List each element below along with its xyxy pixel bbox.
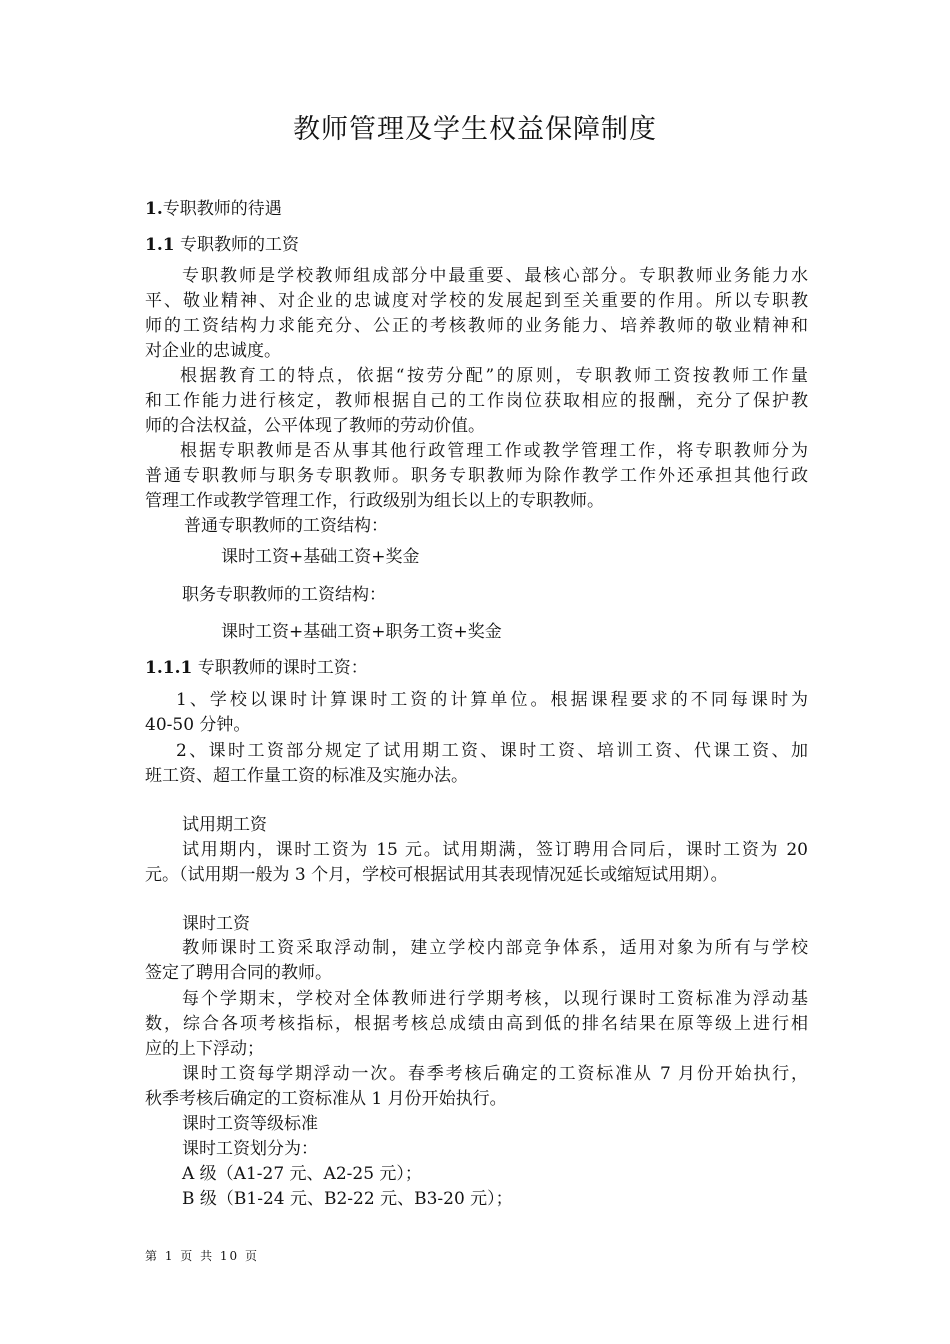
paragraph-line: 平、敬业精神、对企业的忠诚度对学校的发展起到至关重要的作用。所以专职教 bbox=[145, 291, 808, 311]
paragraph-line: 根据专职教师是否从事其他行政管理工作或教学管理工作，将专职教师分为 bbox=[180, 441, 808, 461]
list-item-line: 2、课时工资部分规定了试用期工资、课时工资、培训工资、代课工资、加 bbox=[176, 741, 808, 761]
paragraph-line: 师的工资结构力求能充分、公正的考核教师的业务能力、培养教师的敬业精神和 bbox=[145, 316, 808, 336]
paragraph-line: 对企业的忠诚度。 bbox=[145, 341, 281, 361]
grade-a-item: A 级（A1-27 元、A2-25 元）； bbox=[182, 1164, 422, 1184]
paragraph-line: 元。（试用期一般为 3 个月，学校可根据试用其表现情况延长或缩短试用期）。 bbox=[145, 865, 728, 885]
probation-heading: 试用期工资 bbox=[182, 815, 267, 835]
paragraph-line: 签定了聘用合同的教师。 bbox=[145, 963, 332, 983]
duty-structure-formula: 课时工资+基础工资+职务工资+奖金 bbox=[221, 622, 502, 642]
paragraph-line: 师的合法权益，公平体现了教师的劳动价值。 bbox=[145, 416, 485, 436]
paragraph-line: 和工作能力进行核定，教师根据自己的工作岗位获取相应的报酬，充分了保护教 bbox=[145, 391, 808, 411]
section-number: 1.1 bbox=[145, 235, 175, 255]
list-item-line: 1、学校以课时计算课时工资的计算单位。根据课程要求的不同每课时为 bbox=[176, 690, 808, 710]
paragraph-line: 每个学期末，学校对全体教师进行学期考核，以现行课时工资标准为浮动基 bbox=[182, 989, 808, 1009]
paragraph-line: 管理工作或教学管理工作，行政级别为组长以上的专职教师。 bbox=[145, 491, 604, 511]
grade-intro: 课时工资划分为： bbox=[182, 1139, 318, 1159]
section-number: 1. bbox=[145, 199, 163, 219]
list-item-line: 班工资、超工作量工资的标准及实施办法。 bbox=[145, 766, 468, 786]
section-heading-1 bbox=[145, 197, 815, 221]
grade-b-item: B 级（B1-24 元、B2-22 元、B3-20 元）； bbox=[182, 1189, 513, 1209]
grade-heading: 课时工资等级标准 bbox=[182, 1114, 318, 1134]
section-text: 专职教师的待遇 bbox=[162, 199, 282, 219]
section-heading-1-1-1 bbox=[145, 656, 815, 680]
paragraph-line: 普通专职教师与职务专职教师。职务专职教师为除作教学工作外还承担其他行政 bbox=[145, 466, 808, 486]
duty-structure-label: 职务专职教师的工资结构： bbox=[182, 585, 386, 605]
paragraph-line: 专职教师是学校教师组成部分中最重要、最核心部分。专职教师业务能力水 bbox=[182, 266, 808, 286]
paragraph-line: 课时工资每学期浮动一次。春季考核后确定的工资标准从 7 月份开始执行， bbox=[182, 1064, 808, 1084]
normal-structure-formula: 课时工资+基础工资+奖金 bbox=[221, 547, 420, 567]
section-heading-1-1 bbox=[145, 233, 815, 257]
hourly-heading: 课时工资 bbox=[182, 914, 250, 934]
paragraph-line: 教师课时工资采取浮动制，建立学校内部竞争体系，适用对象为所有与学校 bbox=[182, 938, 808, 958]
paragraph-line: 试用期内，课时工资为 15 元。试用期满，签订聘用合同后，课时工资为 20 bbox=[182, 840, 808, 860]
page-footer: 第 1 页 共 10 页 bbox=[145, 1249, 259, 1263]
paragraph-line: 根据教育工的特点，依据“按劳分配”的原则，专职教师工资按教师工作量 bbox=[180, 366, 808, 386]
list-item-line: 40-50 分钟。 bbox=[145, 715, 251, 735]
normal-structure-label: 普通专职教师的工资结构： bbox=[184, 516, 388, 536]
paragraph-line: 数，综合各项考核指标，根据考核总成绩由高到低的排名结果在原等级上进行相 bbox=[145, 1014, 808, 1034]
section-text: 专职教师的工资 bbox=[179, 235, 299, 255]
paragraph-line: 秋季考核后确定的工资标准从 1 月份开始执行。 bbox=[145, 1089, 507, 1109]
paragraph-line: 应的上下浮动； bbox=[145, 1039, 264, 1059]
section-number: 1.1.1 bbox=[145, 658, 193, 678]
section-text: 专职教师的课时工资： bbox=[197, 658, 368, 678]
document-title: 教师管理及学生权益保障制度 bbox=[293, 114, 657, 145]
